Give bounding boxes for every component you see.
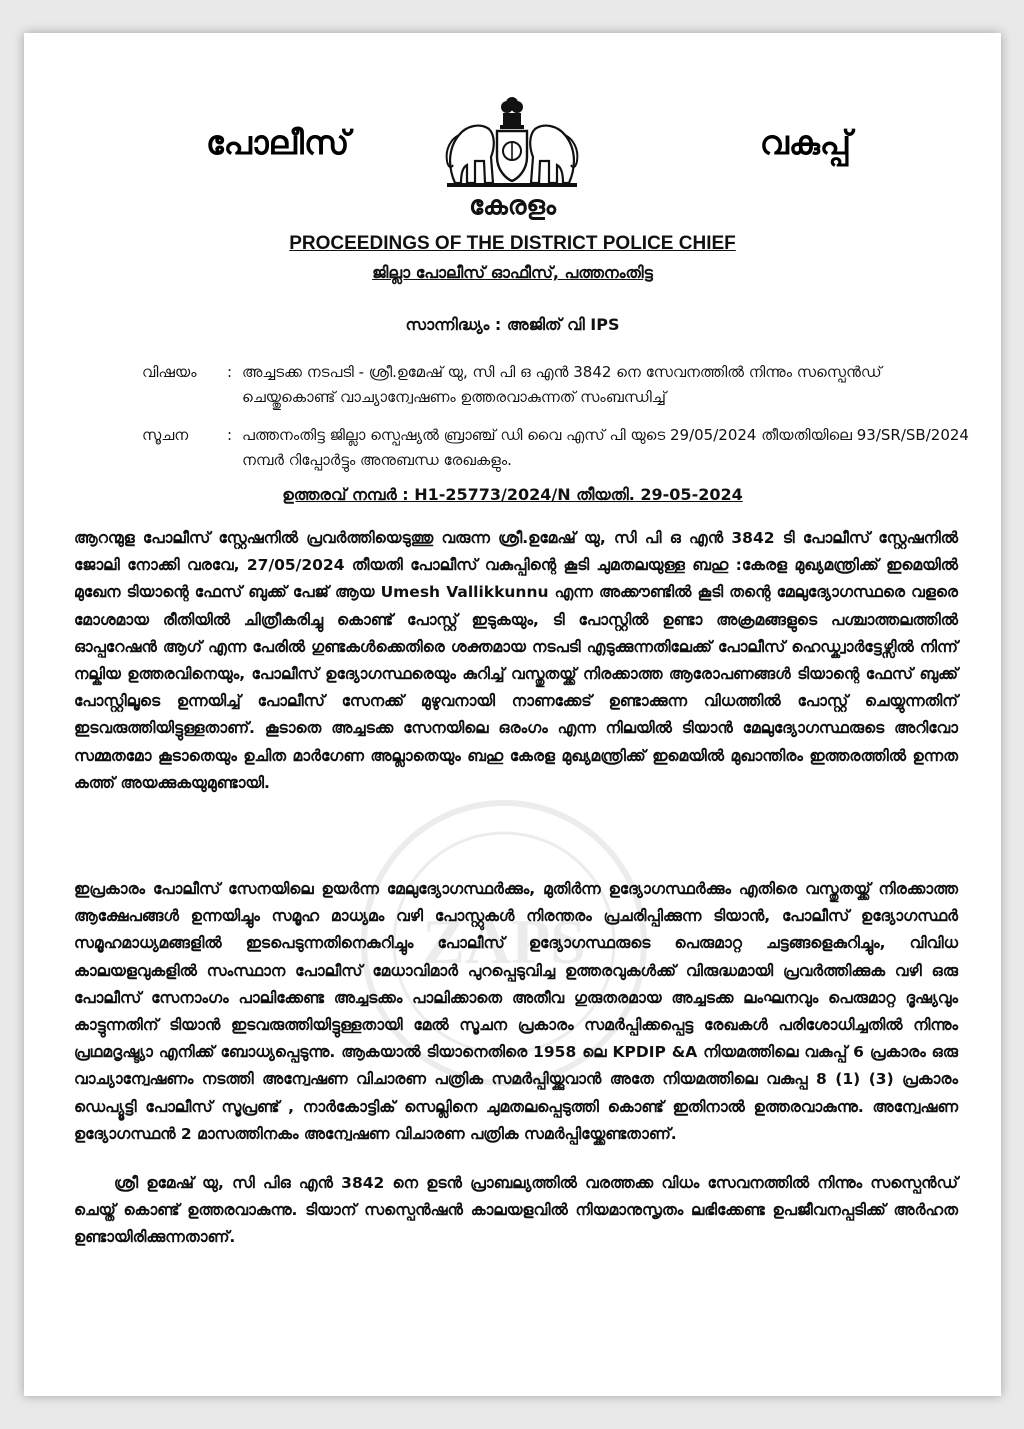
order-number-line: ഉത്തരവ് നമ്പർ : H1-25773/2024/N തീയതി. 29-05-2024: [282, 485, 743, 504]
subject-text: അച്ചടക്ക നടപടി - ശ്രീ.ഉമേഷ് യു, സി പി ഒ എൻ 3842 നെ സേവനത്തിൽ നിന്നും സസ്പെൻഡ് ചെയ്തുകൊണ്ട് വാച്യാന്വേഷണം ഉത്തരവാകുന്നത് സംബന്ധിച്ച്: [242, 363, 882, 406]
subject-label: വിഷയം: [142, 363, 197, 381]
reference-block: [142, 423, 972, 473]
state-name: കേരളം: [469, 191, 556, 221]
office-name: ജില്ലാ പോലീസ് ഓഫീസ്, പത്തനംതിട്ട: [372, 263, 653, 282]
subject-block: [142, 360, 972, 410]
proceedings-title: PROCEEDINGS OF THE DISTRICT POLICE CHIEF: [289, 233, 736, 254]
reference-label: സൂചന: [142, 426, 189, 444]
reference-text: പത്തനംതിട്ട ജില്ലാ സ്പെഷ്യൽ ബ്രാഞ്ച് ഡി വൈ എസ് പി യുടെ 29/05/2024 തീയതിയിലെ 93/SR/SB/2024 നമ്പർ റിപ്പോർട്ടും അനുബന്ധ രേഖകളും.: [242, 426, 969, 469]
department-word-left: പോലീസ്: [206, 123, 350, 162]
presence-line: സാന്നിദ്ധ്യം : അജിത് വി IPS: [405, 315, 620, 334]
reference-separator: :: [227, 426, 233, 444]
kerala-state-emblem-icon: [437, 95, 587, 197]
department-word-right: വകുപ്പ്: [759, 123, 851, 162]
body-paragraph-2: ഇപ്രകാരം പോലീസ് സേനയിലെ ഉയർന്ന മേലുദ്യോഗസ്ഥർക്കും, മുതിർന്ന ഉദ്യോഗസ്ഥർക്കും എതിരെ വസ്തുതയ്ക്ക് നിരക്കാത്ത ആക്ഷേപങ്ങൾ ഉന്നയിച്ചും സമൂഹ മാധ്യമം വഴി പോസ്റ്റുകൾ നിരന്തരം പ്രചരിപ്പിക്കുന്ന ടിയാൻ, പോലീസ് ഉദ്യോഗസ്ഥർ സമൂഹമാധ്യമങ്ങളിൽ ഇടപെടുന്നതിനെകുറിച്ചും പോലീസ് ഉദ്യോഗസ്ഥരുടെ പെരുമാറ്റ ചട്ടങ്ങളെകുറിച്ചും, വിവിധ കാലയളവുകളിൽ സംസ്ഥാന പോലീസ് മേധാവിമാർ പുറപ്പെടുവിച്ച ഉത്തരവുകൾക്ക് വിരുദ്ധമായി പ്രവർത്തിക്കുക വഴി ഒരു പോലീസ് സേനാംഗം പാലിക്കേണ്ട അച്ചടക്കം പാലിക്കാതെ അതീവ ഗുരുതരമായ അച്ചടക്ക ലംഘനവും പെരുമാറ്റ ദൂഷ്യവും കാട്ടുന്നതിന് ടിയാൻ ഇടവരുത്തിയിട്ടുള്ളതായി മേൽ സൂചന പ്രകാരം സമർപ്പിക്കപ്പെട്ട രേഖകൾ പരിശോധിച്ചതിൽ നിന്നും പ്രഥമദൃഷ്ട്യാ എനിക്ക് ബോധ്യപ്പെടുന്നു. ആകയാൽ ടിയാനെതിരെ 1958 ലെ KPDIP &A നിയമത്തിലെ വകുപ്പ് 6 പ്രകാരം ഒരു വാച്യാന്വേഷണം നടത്തി അന്വേഷണ വിചാരണ പത്രിക സമർപ്പിയ്ക്കുവാൻ അതേ നിയമത്തിലെ വകുപ്പ 8 (1) (3) പ്രകാരം ഡെപ്യൂട്ടി പോലീസ് സൂപ്രണ്ട് , നാർകോട്ടിക് സെല്ലിനെ ചുമതലപ്പെടുത്തി കൊണ്ട് ഇതിനാൽ ഉത്തരവാകുന്നു. അന്വേഷണ ഉദ്യോഗസ്ഥൻ 2 മാസത്തിനകം അന്വേഷണ വിചാരണ പത്രിക സമർപ്പിയ്ക്കേണ്ടതാണ്.: [74, 880, 958, 1143]
document-page: [24, 33, 1001, 1396]
body-paragraph-3: ശ്രീ ഉമേഷ് യു, സി പിഒ എൻ 3842 നെ ഉടൻ പ്രാബല്യത്തിൽ വരത്തക്ക വിധം സേവനത്തിൽ നിന്നും സസ്പെൻഡ് ചെയ്ത് കൊണ്ട് ഉത്തരവാകുന്നു. ടിയാന് സസ്പെൻഷൻ കാലയളവിൽ നിയമാനുസൃതം ലഭിക്കേണ്ട ഉപജീവനപ്പടിക്ക് അർഹത ഉണ്ടായിരിക്കുന്നതാണ്.: [74, 1174, 958, 1247]
subject-separator: :: [227, 363, 233, 381]
body-paragraph-1: ആറന്മുള പോലീസ് സ്റ്റേഷനിൽ പ്രവർത്തിയെടുത്തു വരുന്ന ശ്രീ.ഉമേഷ് യു, സി പി ഒ എൻ 3842 ടി പോലീസ് സ്റ്റേഷനിൽ ജോലി നോക്കി വരവേ, 27/05/2024 തീയതി പോലീസ് വകുപ്പിന്റെ കൂടി ചുമതലയുള്ള ബഹു :കേരള മുഖ്യമന്ത്രിക്ക് ഇമെയിൽ മുഖേന ടിയാന്റെ ഫേസ് ബുക്ക് പേജ് ആയ Umesh Vallikkunnu എന്ന അക്കൗണ്ടിൽ കൂടി തന്റെ മേലുദ്യോഗസ്ഥരെ വളരെ മോശമായ രീതിയിൽ ചിത്രീകരിച്ചു കൊണ്ട് പോസ്റ്റ് ഇടുകയും, ടി പോസ്റ്റിൽ ഉണ്ടാ അക്രമങ്ങളുടെ പശ്ചാത്തലത്തിൽ ഓപ്പറേഷൻ ആഗ് എന്ന പേരിൽ ഗുണ്ടകൾക്കെതിരെ ശക്തമായ നടപടി എടുക്കുന്നതിലേക്ക് പോലീസ് ഹെഡ്ക്വാർട്ടേഴ്സിൽ നിന്ന് നല്കിയ ഉത്തരവിനെയും, പോലീസ് ഉദ്യോഗസ്ഥരെയും കുറിച്ച് വസ്തുതയ്ക്ക് നിരക്കാത്ത ആരോപണങ്ങൾ ടിയാന്റെ ഫേസ് ബുക്ക് പോസ്റ്റിലൂടെ ഉന്നയിച്ച് പോലീസ് സേനക്ക് മുഴുവനായി നാണക്കേട് ഉണ്ടാക്കുന്ന വിധത്തിൽ പോസ്റ്റ് ചെയ്യുന്നതിന് ഇടവരുത്തിയിട്ടുള്ളതാണ്. കൂടാതെ അച്ചടക്ക സേനയിലെ ഒരംഗം എന്ന നിലയിൽ ടിയാൻ മേലുദ്യോഗസ്ഥരുടെ അറിവോ സമ്മതമോ കൂടാതെയും ഉചിത മാർഗേണ അല്ലാതെയും ബഹു കേരള മുഖ്യമന്ത്രിക്ക് ഇമെയിൽ മുഖാന്തിരം ഇത്തരത്തിൽ ഉന്നത കത്ത് അയക്കുകയുമുണ്ടായി.: [74, 529, 958, 792]
watermark-text: ZAPS: [422, 906, 586, 977]
